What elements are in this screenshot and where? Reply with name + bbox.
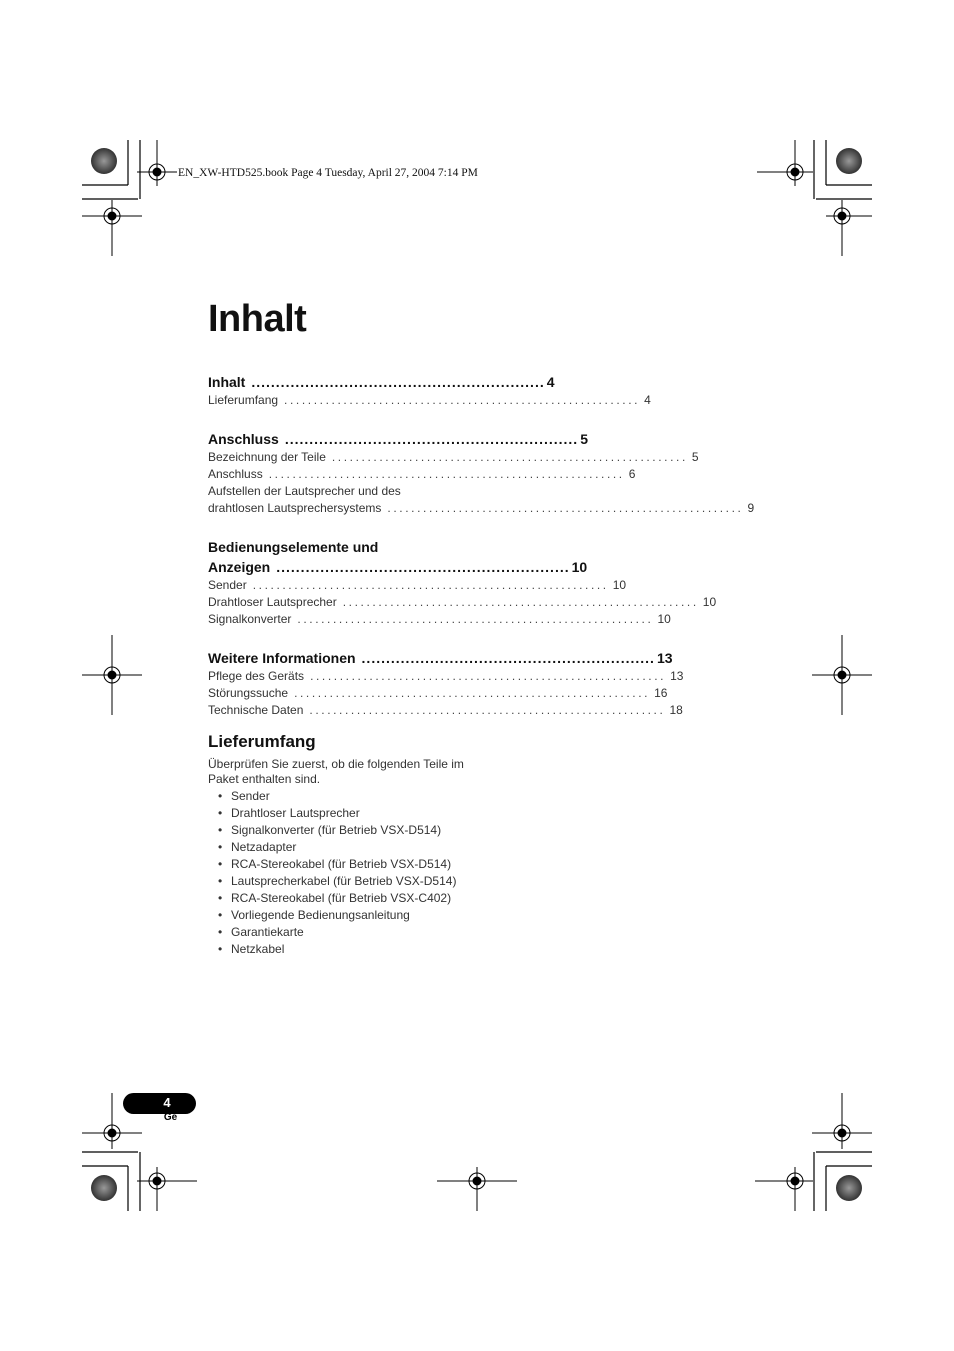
toc-heading-page: 5 bbox=[580, 431, 588, 447]
toc-entry[interactable] bbox=[208, 594, 717, 611]
toc-entry-label: Technische Daten bbox=[208, 703, 304, 717]
toc-entry-label: Anschluss bbox=[208, 467, 263, 481]
list-item: • RCA-Stereokabel (für Betrieb VSX-D514) bbox=[218, 856, 456, 873]
dot-leader: ............................................................ bbox=[284, 431, 579, 447]
list-item: • Garantiekarte bbox=[218, 924, 456, 941]
section-intro: Überprüfen Sie zuerst, ob die folgenden Teile im Paket enthalten sind. bbox=[208, 757, 464, 786]
toc-entry-label: Sender bbox=[208, 578, 247, 592]
toc-entry[interactable] bbox=[208, 668, 684, 685]
list-item: • Lautsprecherkabel (für Betrieb VSX-D514) bbox=[218, 873, 456, 890]
toc-entry-page: 10 bbox=[612, 578, 627, 592]
toc-heading-page: 10 bbox=[571, 559, 588, 575]
toc-heading[interactable] bbox=[208, 372, 555, 392]
dot-leader: ............................................................ bbox=[268, 467, 625, 481]
dot-leader: ............................................................ bbox=[361, 650, 655, 666]
toc-entry-page: 10 bbox=[657, 612, 671, 626]
toc-entry[interactable] bbox=[208, 611, 671, 628]
toc-section-weitere-informationen bbox=[208, 648, 684, 719]
toc-section-bedienungselemente bbox=[208, 537, 717, 628]
toc-entry-page: 16 bbox=[654, 686, 668, 700]
toc-heading-page: 4 bbox=[546, 374, 555, 390]
toc-entry[interactable] bbox=[208, 392, 651, 409]
toc-heading-label: Anschluss bbox=[208, 431, 279, 447]
dot-leader: ............................................................ bbox=[387, 501, 744, 515]
dot-leader: ............................................................ bbox=[252, 578, 609, 592]
toc-entry[interactable] bbox=[208, 577, 627, 594]
list-item: • Drahtloser Lautsprecher bbox=[218, 805, 456, 822]
toc-entry-label: Bezeichnung der Teile bbox=[208, 450, 326, 464]
toc-entry-label: drahtlosen Lautsprechersystems bbox=[208, 501, 382, 515]
list-item: • Vorliegende Bedienungsanleitung bbox=[218, 907, 456, 924]
toc-heading-label: Anzeigen bbox=[208, 559, 271, 575]
package-contents-list bbox=[218, 788, 456, 958]
toc-entry-label-line1[interactable]: Aufstellen der Lautsprecher und des bbox=[208, 484, 401, 498]
toc-heading[interactable] bbox=[208, 429, 588, 449]
language-code: Ge bbox=[163, 1112, 178, 1123]
toc-entry-page: 5 bbox=[691, 450, 699, 464]
toc-entry-page: 4 bbox=[644, 393, 651, 407]
toc-heading-label: Weitere Informationen bbox=[208, 650, 356, 666]
dot-leader: ............................................................ bbox=[309, 703, 666, 717]
toc-entry-label: Pflege des Geräts bbox=[208, 669, 305, 683]
toc-entry-page: 6 bbox=[628, 467, 636, 481]
dot-leader: ............................................................ bbox=[276, 559, 570, 575]
toc-entry-page: 18 bbox=[669, 703, 683, 717]
page-title: Inhalt bbox=[208, 298, 307, 340]
toc-entry-label: Drahtloser Lautsprecher bbox=[208, 595, 337, 609]
toc-entry-page: 10 bbox=[702, 595, 717, 609]
list-item: • Signalkonverter (für Betrieb VSX-D514) bbox=[218, 822, 456, 839]
toc-heading-line1[interactable]: Bedienungselemente und bbox=[208, 539, 379, 555]
toc-entry[interactable] bbox=[208, 500, 755, 517]
toc-entry[interactable] bbox=[208, 449, 699, 466]
dot-leader: ............................................................ bbox=[331, 450, 688, 464]
list-item: • RCA-Stereokabel (für Betrieb VSX-C402) bbox=[218, 890, 456, 907]
toc-heading-label: Inhalt bbox=[208, 374, 246, 390]
dot-leader: ............................................................ bbox=[297, 612, 654, 626]
toc-entry[interactable] bbox=[208, 685, 668, 702]
table-of-contents bbox=[208, 372, 755, 739]
toc-entry-page: 13 bbox=[670, 669, 684, 683]
toc-entry[interactable] bbox=[208, 702, 683, 719]
dot-leader: ............................................................ bbox=[251, 374, 545, 390]
section-title-lieferumfang: Lieferumfang bbox=[208, 732, 316, 751]
dot-leader: ............................................................ bbox=[294, 686, 651, 700]
toc-entry-label: Signalkonverter bbox=[208, 612, 292, 626]
list-item: • Sender bbox=[218, 788, 456, 805]
toc-entry-label: Störungssuche bbox=[208, 686, 289, 700]
dot-leader: ............................................................ bbox=[284, 393, 641, 407]
list-item: • Netzkabel bbox=[218, 941, 456, 958]
toc-entry-label: Lieferumfang bbox=[208, 393, 279, 407]
toc-heading-page: 13 bbox=[656, 650, 673, 666]
toc-entry-page: 9 bbox=[747, 501, 755, 515]
toc-entry[interactable] bbox=[208, 466, 636, 483]
toc-section-inhalt bbox=[208, 372, 651, 409]
page-number: 4 bbox=[163, 1095, 171, 1110]
dot-leader: ............................................................ bbox=[310, 669, 667, 683]
toc-heading[interactable] bbox=[208, 557, 588, 577]
dot-leader: ............................................................ bbox=[342, 595, 699, 609]
list-item: • Netzadapter bbox=[218, 839, 456, 856]
toc-heading[interactable] bbox=[208, 648, 673, 668]
toc-section-anschluss bbox=[208, 429, 755, 517]
book-header-line: EN_XW-HTD525.book Page 4 Tuesday, April 27, 2004 7:14 PM bbox=[178, 167, 478, 179]
